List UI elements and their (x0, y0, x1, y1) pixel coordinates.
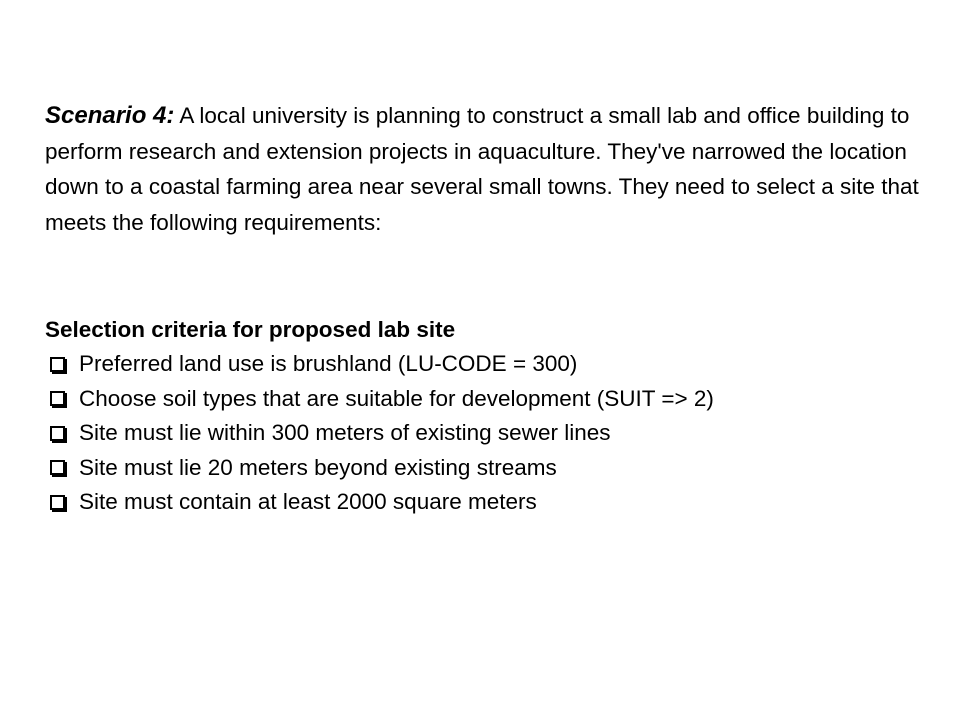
checkbox-icon (50, 460, 65, 475)
criteria-item-land-use (45, 347, 925, 382)
scenario-paragraph (45, 98, 925, 240)
criteria-item-label: Site must contain at least 2000 square meters (79, 489, 537, 514)
criteria-list (45, 347, 925, 520)
criteria-item-label: Preferred land use is brushland (LU-CODE = 300) (79, 351, 578, 376)
criteria-item-sewer-distance (45, 416, 925, 451)
scenario-text: A local university is planning to construct a small lab and office building to perform research and extension projects in aquaculture. They've narrowed the location down to a coastal farming area near several small towns. They need to select a site that meets the following requirements: (45, 103, 919, 235)
criteria-item-label: Site must lie 20 meters beyond existing streams (79, 454, 557, 480)
criteria-item-label: Site must lie within 300 meters of existing sewer lines (79, 420, 611, 445)
checkbox-icon (50, 426, 65, 441)
criteria-item-label: Choose soil types that are suitable for development (SUIT => 2) (79, 385, 714, 411)
checkbox-icon (50, 357, 65, 372)
checkbox-icon (50, 391, 65, 406)
criteria-item-soil-type (45, 382, 925, 417)
checkbox-icon (50, 495, 65, 510)
scenario-heading: Scenario 4: (45, 102, 175, 129)
criteria-title: Selection criteria for proposed lab site (45, 317, 456, 342)
criteria-item-stream-buffer (45, 451, 925, 486)
criteria-item-min-area (45, 485, 925, 520)
criteria-section (45, 313, 925, 520)
